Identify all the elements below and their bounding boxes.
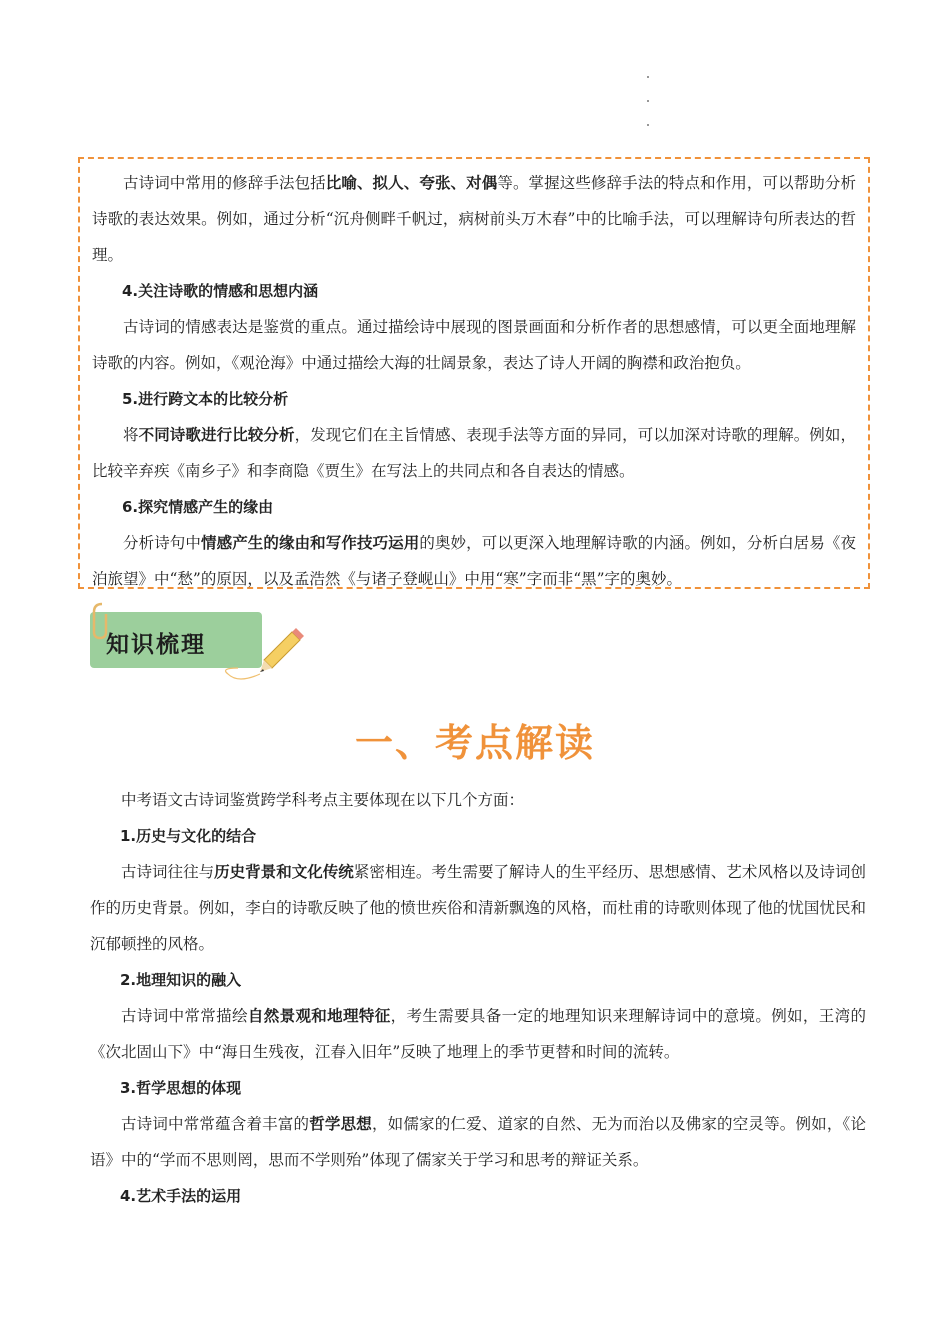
section-tag-label: 知识梳理 (106, 632, 206, 658)
heading-1: 1.历史与文化的结合 (120, 827, 257, 845)
page-title: 一、考点解读 (354, 721, 595, 765)
paperclip-icon (94, 604, 106, 638)
box-paragraph-1: 古诗词中常用的修辞手法包括比喻、拟人、夸张、对偶等。掌握这些修辞手法的特点和作用，可以帮助分析诗歌的表达效果。例如，通过分析“沉舟侧畔千帆过，病树前头万木春”中的比喻手法，可以理解诗句所表达的哲理。 (92, 174, 856, 264)
box-paragraph-2: 古诗词的情感表达是鉴赏的重点。通过描绘诗中展现的图景画面和分析作者的思想感情，可以更全面地理解诗歌的内容。例如，《观沧海》中通过描绘大海的壮阔景象，表达了诗人开阔的胸襟和政治抱负。 (92, 318, 856, 372)
box-heading-5: 5.进行跨文本的比较分析 (122, 390, 289, 408)
box-heading-4: 4.关注诗歌的情感和思想内涵 (122, 282, 319, 300)
heading-2: 2.地理知识的融入 (120, 971, 242, 989)
dashed-note-box (78, 157, 870, 589)
main-content (90, 782, 866, 1214)
paragraph-1: 古诗词往往与历史背景和文化传统紧密相连。考生需要了解诗人的生平经历、思想感情、艺术风格以及诗词创作的历史背景。例如，李白的诗歌反映了他的愤世疾俗和清新飘逸的风格，而杜甫的诗歌则体现了他的忧国忧民和沉郁顿挫的风格。 (90, 863, 866, 953)
section-tag (88, 602, 318, 692)
box-paragraph-3: 将不同诗歌进行比较分析，发现它们在主旨情感、表现手法等方面的异同，可以加深对诗歌的理解。例如，比较辛弃疾《南乡子》和李商隐《贾生》在写法上的共同点和各自表达的情感。 (92, 426, 856, 480)
intro-paragraph: 中考语文古诗词鉴赏跨学科考点主要体现在以下几个方面： (121, 791, 525, 809)
pencil-icon (226, 628, 304, 679)
box-paragraph-4: 分析诗句中情感产生的缘由和写作技巧运用的奥妙，可以更深入地理解诗歌的内涵。例如，分析白居易《夜泊旅望》中“愁”的原因，以及孟浩然《与诸子登岘山》中用“寒”字而非“黑”字的奥妙。 (92, 534, 856, 588)
heading-4: 4.艺术手法的运用 (120, 1187, 242, 1205)
box-heading-6: 6.探究情感产生的缘由 (122, 498, 274, 516)
decorative-dots (645, 76, 651, 148)
paragraph-3: 古诗词中常常蕴含着丰富的哲学思想，如儒家的仁爱、道家的自然、无为而治以及佛家的空灵等。例如，《论语》中的“学而不思则罔，思而不学则殆”体现了儒家关于学习和思考的辩证关系。 (90, 1115, 866, 1169)
paragraph-2: 古诗词中常常描绘自然景观和地理特征，考生需要具备一定的地理知识来理解诗词中的意境。例如，王湾的《次北固山下》中“海日生残夜，江春入旧年”反映了地理上的季节更替和时间的流转。 (90, 1007, 866, 1061)
heading-3: 3.哲学思想的体现 (120, 1079, 242, 1097)
